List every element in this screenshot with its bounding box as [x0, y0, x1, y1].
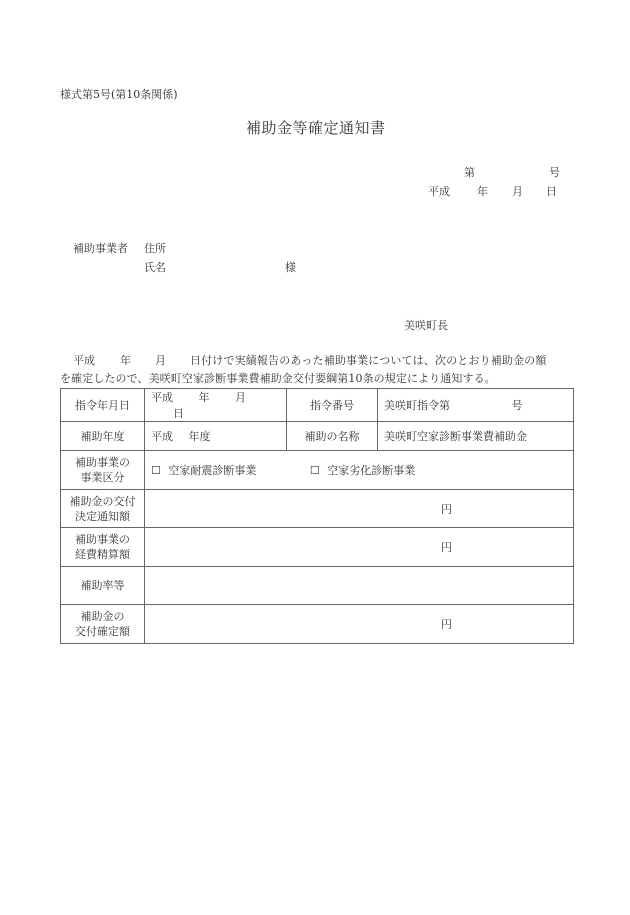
order-number-prefix: 美咲町指令第 [384, 399, 450, 412]
fiscal-year-era: 平成 [151, 430, 173, 443]
doc-number-dai: 第 [464, 166, 475, 179]
yen-unit: 円 [441, 502, 452, 516]
date-month: 月 [512, 185, 523, 198]
option-deterioration-diagnosis: 空家劣化診断事業 [327, 464, 416, 477]
body-year: 年 [120, 354, 131, 367]
order-date-month: 月 [235, 391, 246, 404]
date-year: 年 [477, 185, 488, 198]
label-order-date: 指令年月日 [61, 389, 145, 422]
document-title: 補助金等確定通知書 [246, 119, 386, 137]
table-row [61, 605, 574, 644]
yen-unit: 円 [441, 618, 452, 631]
checkbox-seismic-diagnosis[interactable]: ☐ [151, 464, 161, 477]
issuer: 美咲町長 [404, 319, 448, 332]
yen-unit: 円 [441, 541, 452, 554]
table-row [61, 490, 574, 528]
business-category-options [145, 451, 574, 490]
date-day: 日 [546, 185, 557, 198]
confirmed-amount-value [145, 605, 574, 644]
name-label: 氏名 [144, 261, 166, 274]
table-row [61, 567, 574, 605]
checkbox-deterioration-diagnosis[interactable]: ☐ [309, 464, 320, 477]
honorific: 様 [285, 261, 296, 274]
body-line2: を確定したので、美咲町空家診断事業費補助金交付要綱第10条の規定により通知する。 [60, 372, 496, 385]
label-business-category: 補助事業の 事業区分 [61, 451, 145, 490]
label-fiscal-year: 補助年度 [61, 422, 145, 451]
table-row [61, 528, 574, 567]
label-order-number: 指令番号 [287, 389, 378, 422]
address-label: 住所 [144, 242, 166, 255]
label-subsidy-rate: 補助率等 [61, 567, 145, 605]
doc-number-go: 号 [549, 166, 560, 179]
label-settlement-amount: 補助事業の 経費精算額 [61, 528, 145, 567]
table-row [61, 422, 574, 451]
label-subsidy-name: 補助の名称 [287, 422, 378, 451]
label-confirmed-amount: 補助金の 交付確定額 [61, 605, 145, 644]
date-era: 平成 [428, 185, 450, 198]
option-seismic-diagnosis: 空家耐震診断事業 [168, 464, 257, 477]
order-date-day: 日 [173, 407, 184, 420]
fiscal-year-value [145, 422, 287, 451]
settlement-amount-value [145, 528, 574, 567]
table-row [61, 389, 574, 422]
order-number-suffix: 号 [511, 399, 523, 412]
form-number: 様式第5号(第10条関係) [60, 88, 178, 101]
body-era: 平成 [73, 354, 95, 367]
decision-amount-value [145, 490, 574, 528]
body-month: 月 [155, 354, 166, 367]
table-row [61, 451, 574, 490]
confirmation-table [60, 388, 574, 644]
subsidy-rate-value [145, 567, 574, 605]
recipient-label: 補助事業者 [73, 242, 128, 255]
label-decision-amount: 補助金の交付 決定通知額 [61, 490, 145, 528]
body-line1: 日付けで実績報告のあった補助事業については、次のとおり補助金の額 [190, 354, 547, 367]
subsidy-name-value: 美咲町空家診断事業費補助金 [378, 422, 574, 451]
order-date-value [145, 389, 287, 422]
order-date-era: 平成 [151, 391, 173, 404]
order-number-value [378, 389, 574, 422]
fiscal-year-year: 年度 [188, 430, 211, 443]
order-date-year: 年 [198, 391, 210, 404]
